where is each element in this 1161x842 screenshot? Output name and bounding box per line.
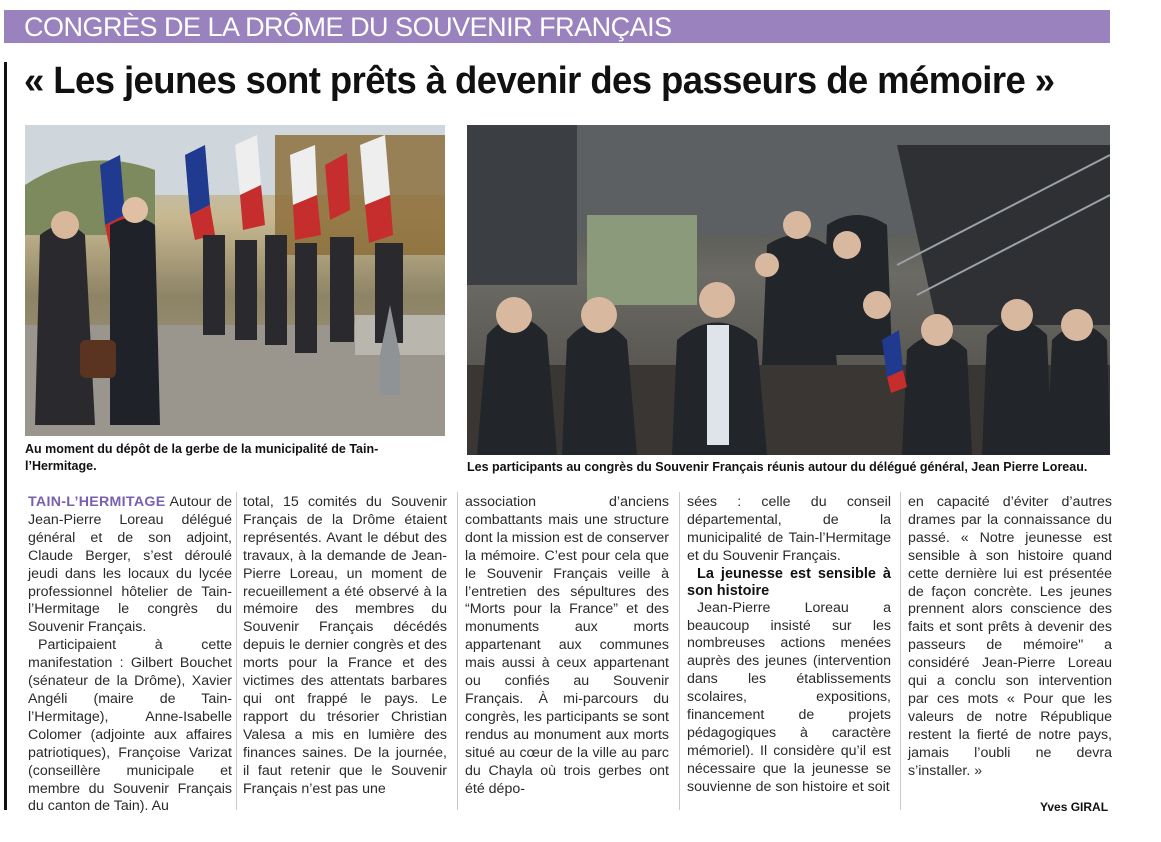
article-paragraph: sées : celle du conseil départemental, de la municipalité de Tain-l’Hermitage et du Souvenir Français. <box>687 494 891 564</box>
article-paragraph: TAIN-L’HERMITAGE Autour de Jean-Pierre Loreau délégué général et de son adjoint, Claude Berger, s’est déroulé jeudi dans les locaux du lycée professionnel hôtelier de Tain-l’Hermitage le congrès du Souvenir Français. <box>28 494 232 636</box>
article-paragraph: association d’anciens combattants mais une structure dont la mission est de conserver la mémoire. C’est pour cela que le Souvenir Français veille à l’entretien des sépultures des “Morts pour la France” et des monuments aux morts appartenant aux communes mais aussi à ceux appartenant ou confiés au Souvenir Français. À mi-parcours du congrès, les participants se sont rendus au monument aux morts situé au cœur de la ville au parc du Chayla où trois gerbes ont été dépo- <box>465 494 669 797</box>
headline: « Les jeunes sont prêts à devenir des passeurs de mémoire » <box>24 60 1055 102</box>
article-column-3 <box>465 494 669 798</box>
article-paragraph: Jean-Pierre Loreau a beaucoup insisté sur les nombreuses actions menées auprès des jeunes (intervention dans les établissements scolaires, expositions, financement de projets pédagogiques à caractère mémoriel). Il considère qu’il est nécessaire que la jeunesse se souvienne de son histoire et soit <box>687 599 891 795</box>
article-column-5 <box>908 494 1112 781</box>
article-column-4 <box>687 494 891 797</box>
ceremony-photo <box>25 125 445 436</box>
column-separator <box>457 492 458 810</box>
article-paragraph: Participaient à cette manifestation : Gilbert Bouchet (sénateur de la Drôme), Xavier Angéli (maire de Tain-l’Hermitage), Anne-Isabelle Colomer (adjointe aux affaires patriotiques), Françoise Varizat (conseillère municipale et membre du Souvenir Français du canton de Tain). Au <box>28 637 232 815</box>
group-photo <box>467 125 1110 455</box>
ceremony-photo-caption: Au moment du dépôt de la gerbe de la municipalité de Tain-l’Hermitage. <box>25 442 379 473</box>
article-subhead: La jeunesse est sensible à son histoire <box>687 565 891 599</box>
group-photo-caption: Les participants au congrès du Souvenir Français réunis autour du délégué général, Jean Pierre Loreau. <box>467 460 1088 474</box>
article-paragraph: en capacité d’éviter d’autres drames par la connaissance du passé. « Notre jeunesse est sensible à son histoire quand cette dernière lui est présentée de façon concrète. Les jeunes prennent alors conscience des faits et sont prêts à devenir des passeurs de mémoire" a considéré Jean-Pierre Loreau qui a conclu son intervention par ces mots « Pour que les valeurs de notre République restent la fierté de notre pays, jamais l’oubli ne devra s’installer. » <box>908 494 1112 779</box>
dateline: TAIN-L’HERMITAGE <box>28 494 166 510</box>
column-separator <box>236 492 237 810</box>
section-banner-text: CONGRÈS DE LA DRÔME DU SOUVENIR FRANÇAIS <box>24 12 672 42</box>
column-separator <box>679 492 680 810</box>
byline: Yves GIRAL <box>1040 800 1109 814</box>
section-banner <box>4 10 1110 43</box>
left-rule <box>4 62 7 810</box>
article-paragraph: total, 15 comités du Souvenir Français de la Drôme étaient représentés. Avant le début des travaux, à la demande de Jean-Pierre Loreau, un moment de recueillement a été observé à la mémoire des membres du Souvenir Français décédés depuis le dernier congrès et des morts pour la France et des victimes des attentats barbares qui ont frappé le pays. Le rapport du trésorier Christian Valesa a mis en lumière des finances saines. De la journée, il faut retenir que le Souvenir Français n’est pas une <box>243 494 447 797</box>
article-column-2 <box>243 494 447 798</box>
column-separator <box>900 492 901 810</box>
article-column-1 <box>28 494 232 816</box>
